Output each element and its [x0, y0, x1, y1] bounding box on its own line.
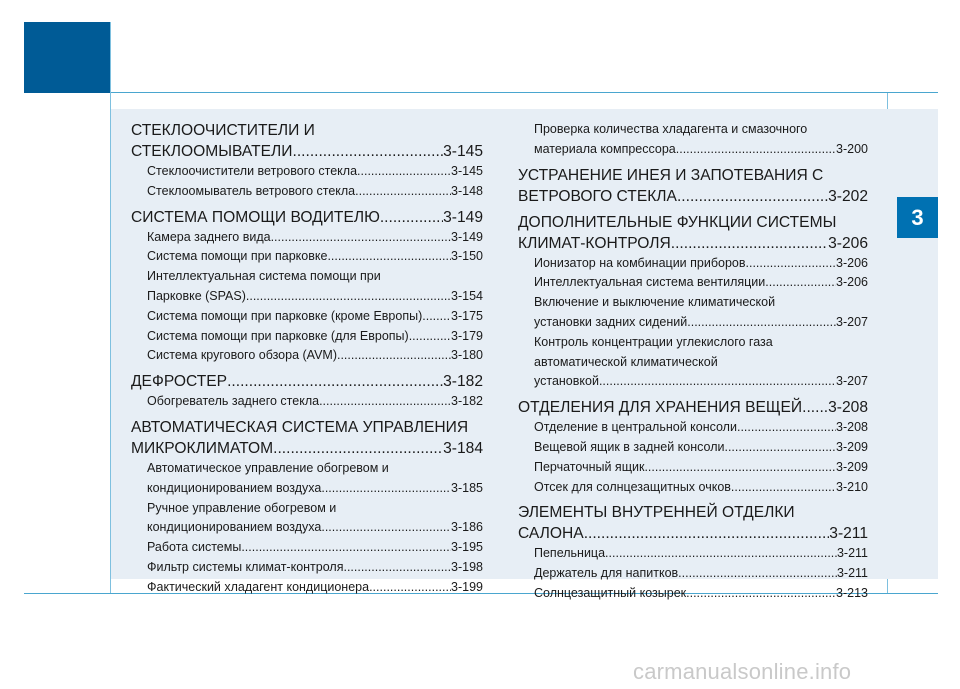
toc-entry-leader-line	[147, 182, 483, 202]
toc-page-number: 3-210	[836, 479, 868, 494]
toc-page-number: 3-202	[828, 187, 868, 205]
dot-leader	[292, 141, 443, 162]
dot-leader	[671, 233, 828, 254]
toc-entry-title: Отделение в центральной консоли	[534, 420, 737, 435]
toc-entry-leader-line	[534, 458, 868, 478]
toc-entry-title: Система помощи при парковке (кроме Европы)	[147, 308, 423, 323]
toc-entry-title: материала компрессора	[534, 141, 676, 156]
toc-subsection-entry[interactable]	[131, 267, 483, 307]
toc-entry-title: Камера заднего вида	[147, 229, 271, 244]
corner-color-block	[24, 22, 110, 93]
toc-subsection-entry[interactable]	[518, 273, 868, 293]
toc-entry-title-line: Интеллектуальная система помощи при	[147, 269, 381, 284]
toc-page-number: 3-206	[828, 234, 868, 252]
toc-entry-leader-line	[147, 392, 483, 412]
toc-entry-leader-line	[131, 207, 483, 228]
dot-leader	[724, 438, 836, 458]
dot-leader	[380, 207, 443, 228]
toc-page-number: 3-200	[836, 141, 868, 156]
toc-entry-title-line: Проверка количества хладагента и смазочного	[534, 122, 808, 136]
toc-entry-leader-line	[147, 287, 483, 307]
toc-page-number: 3-209	[836, 439, 868, 454]
dot-leader	[737, 418, 836, 438]
toc-page-number: 3-208	[828, 399, 868, 417]
toc-entry-title: СИСТЕМА ПОМОЩИ ВОДИТЕЛЮ	[131, 208, 380, 226]
dot-leader	[271, 228, 451, 248]
toc-section-entry[interactable]	[518, 397, 868, 418]
toc-entry-title-line: автоматической климатической	[534, 354, 718, 369]
toc-entry-title: Фактический хладагент кондиционера	[147, 579, 370, 594]
toc-page-number: 3-145	[451, 164, 483, 178]
toc-entry-leader-line	[147, 538, 483, 558]
toc-page-number: 3-186	[451, 520, 483, 535]
dot-leader	[676, 140, 836, 160]
toc-subsection-entry[interactable]	[131, 182, 483, 202]
toc-subsection-entry[interactable]	[131, 228, 483, 248]
toc-subsection-entry[interactable]	[518, 458, 868, 478]
toc-entry-leader-line	[147, 327, 483, 347]
dot-leader	[227, 371, 443, 392]
toc-page-number: 3-175	[451, 308, 483, 323]
toc-entry-leader-line	[534, 564, 868, 584]
toc-entry-leader-line	[534, 418, 868, 438]
toc-subsection-entry[interactable]	[131, 459, 483, 499]
toc-subsection-entry[interactable]	[131, 578, 483, 598]
toc-entry-title: Система помощи при парковке	[147, 249, 328, 264]
toc-entry-title-line: Автоматическое управление обогревом и	[147, 460, 389, 475]
toc-page-number: 3-185	[451, 480, 483, 495]
toc-entry-title: Пепельница	[534, 546, 606, 561]
toc-entry-leader-line	[534, 438, 868, 458]
toc-subsection-entry[interactable]	[518, 120, 868, 160]
toc-section-entry[interactable]	[131, 417, 483, 459]
toc-entry-leader-line	[147, 162, 483, 182]
toc-entry-leader-line	[534, 140, 868, 160]
dot-leader	[422, 307, 451, 327]
toc-entry-title: Обогреватель заднего стекла	[147, 394, 320, 409]
toc-section-entry[interactable]	[518, 212, 868, 254]
toc-entry-title-line: Контроль концентрации углекислого газа	[534, 334, 773, 349]
toc-page-number: 3-211	[836, 546, 868, 561]
dot-leader	[802, 397, 828, 418]
toc-subsection-entry[interactable]	[518, 544, 868, 564]
toc-entry-title: Ионизатор на комбинации приборов	[534, 255, 746, 270]
dot-leader	[321, 479, 451, 499]
toc-entry-leader-line	[534, 372, 868, 392]
toc-entry-title: МИКРОКЛИМАТОМ	[131, 439, 274, 457]
dot-leader	[644, 458, 836, 478]
dot-leader	[584, 523, 830, 544]
dot-leader	[599, 372, 836, 392]
watermark-text: carmanualsonline.info	[633, 659, 852, 684]
toc-entry-leader-line	[131, 141, 483, 162]
toc-page-number: 3-180	[451, 348, 483, 363]
toc-entry-title-line: ЭЛЕМЕНТЫ ВНУТРЕННЕЙ ОТДЕЛКИ	[518, 504, 795, 522]
toc-subsection-entry[interactable]	[518, 333, 868, 392]
toc-entry-title: Перчаточный ящик	[534, 459, 645, 474]
dot-leader	[687, 313, 836, 333]
dot-leader	[678, 564, 837, 584]
toc-page-number: 3-145	[443, 143, 483, 160]
toc-entry-leader-line	[534, 254, 868, 274]
toc-subsection-entry[interactable]	[131, 558, 483, 578]
toc-page-number: 3-149	[451, 229, 483, 244]
toc-entry-title-line: АВТОМАТИЧЕСКАЯ СИСТЕМА УПРАВЛЕНИЯ	[131, 418, 469, 436]
toc-subsection-entry[interactable]	[131, 392, 483, 412]
toc-page-number: 3-154	[451, 288, 483, 303]
toc-section-entry[interactable]	[131, 207, 483, 228]
toc-entry-title: кондиционированием воздуха	[147, 520, 322, 535]
toc-entry-leader-line	[518, 186, 868, 207]
toc-subsection-entry[interactable]	[518, 293, 868, 333]
toc-entry-title: ОТДЕЛЕНИЯ ДЛЯ ХРАНЕНИЯ ВЕЩЕЙ	[518, 399, 803, 417]
toc-entry-title: установкой	[534, 374, 599, 389]
toc-entry-leader-line	[147, 307, 483, 327]
toc-subsection-entry[interactable]	[518, 584, 868, 604]
toc-entry-leader-line	[518, 397, 868, 418]
top-rule	[110, 92, 938, 93]
toc-entry-leader-line	[518, 523, 868, 544]
dot-leader	[321, 518, 451, 538]
toc-entry-leader-line	[147, 228, 483, 248]
chapter-tab[interactable]: 3	[897, 197, 938, 238]
toc-page-number: 3-179	[451, 328, 483, 343]
toc-subsection-entry[interactable]	[131, 162, 483, 182]
toc-page-number: 3-149	[443, 208, 483, 226]
toc-subsection-entry[interactable]	[131, 247, 483, 267]
toc-entry-title: Парковке (SPAS)	[147, 288, 246, 303]
toc-section-entry[interactable]	[131, 371, 483, 392]
toc-entry-leader-line	[147, 578, 483, 598]
toc-entry-title-line: УСТРАНЕНИЕ ИНЕЯ И ЗАПОТЕВАНИЯ С	[518, 166, 824, 184]
toc-page-number: 3-207	[836, 374, 868, 389]
dot-leader	[273, 438, 443, 459]
toc-entry-leader-line	[534, 544, 868, 564]
toc-subsection-entry[interactable]	[518, 478, 868, 498]
toc-subsection-entry[interactable]	[131, 327, 483, 347]
toc-entry-leader-line	[131, 371, 483, 392]
toc-page-number: 3-182	[451, 394, 483, 409]
toc-entry-leader-line	[534, 584, 868, 604]
dot-leader	[369, 578, 451, 598]
toc-page-number: 3-208	[836, 420, 868, 435]
toc-page-number: 3-195	[451, 540, 483, 555]
toc-page-number: 3-211	[836, 566, 868, 581]
toc-entry-title: Работа системы	[147, 540, 242, 555]
toc-page-number: 3-209	[836, 459, 868, 474]
toc-entry-title: ВЕТРОВОГО СТЕКЛА	[518, 187, 677, 205]
toc-subsection-entry[interactable]	[518, 564, 868, 584]
toc-page-number: 3-182	[443, 373, 483, 391]
toc-page-number: 3-199	[451, 579, 483, 594]
toc-entry-title-line: ДОПОЛНИТЕЛЬНЫЕ ФУНКЦИИ СИСТЕМЫ	[518, 213, 837, 231]
toc-entry-title: Интеллектуальная система вентиляции	[534, 275, 766, 290]
toc-page-number: 3-206	[836, 255, 868, 270]
toc-subsection-entry[interactable]	[131, 499, 483, 539]
toc-subsection-entry[interactable]	[518, 254, 868, 274]
toc-entry-title: ДЕФРОСТЕР	[131, 373, 228, 391]
toc-entry-title: Солнцезащитный козырек	[534, 585, 687, 600]
toc-entry-leader-line	[534, 478, 868, 498]
toc-entry-title: Стеклоомыватель ветрового стекла	[147, 183, 356, 198]
dot-leader	[677, 186, 828, 207]
dot-leader	[343, 558, 451, 578]
toc-section-entry[interactable]	[518, 502, 868, 544]
toc-page-number: 3-184	[443, 439, 483, 457]
toc-entry-title-line: Ручное управление обогревом и	[147, 500, 337, 515]
toc-page-number: 3-211	[829, 525, 868, 543]
toc-entry-leader-line	[147, 479, 483, 499]
dot-leader	[355, 182, 451, 202]
toc-entry-leader-line	[147, 346, 483, 366]
dot-leader	[605, 544, 837, 564]
toc-entry-leader-line	[518, 233, 868, 254]
toc-entry-title-line: Включение и выключение климатической	[534, 295, 776, 310]
toc-subsection-entry[interactable]	[131, 346, 483, 366]
toc-entry-leader-line	[534, 273, 868, 293]
toc-entry-title: САЛОНА	[518, 525, 584, 543]
dot-leader	[409, 327, 451, 347]
toc-entry-leader-line	[534, 313, 868, 333]
toc-entry-title: Отсек для солнцезащитных очков	[534, 479, 731, 494]
toc-entry-leader-line	[131, 438, 483, 459]
dot-leader	[337, 346, 451, 366]
toc-entry-title: Система помощи при парковке (для Европы)	[147, 328, 409, 343]
toc-left-column	[131, 120, 483, 598]
toc-entry-title: Стеклоочистители ветрового стекла	[147, 164, 358, 178]
toc-entry-title-line: СТЕКЛООЧИСТИТЕЛИ И	[131, 122, 315, 139]
toc-subsection-entry[interactable]	[131, 538, 483, 558]
toc-entry-title: КЛИМАТ-КОНТРОЛЯ	[518, 234, 671, 252]
dot-leader	[746, 254, 837, 274]
toc-page-number: 3-213	[836, 585, 868, 600]
toc-page-number: 3-198	[451, 559, 483, 574]
dot-leader	[731, 478, 836, 498]
toc-entry-leader-line	[147, 247, 483, 267]
dot-leader	[241, 538, 451, 558]
toc-entry-leader-line	[147, 518, 483, 538]
dot-leader	[765, 273, 836, 293]
toc-subsection-entry[interactable]	[518, 418, 868, 438]
toc-page-number: 3-206	[836, 275, 868, 290]
toc-entry-title: установки задних сидений	[534, 314, 688, 329]
dot-leader	[319, 392, 451, 412]
toc-right-column	[518, 120, 868, 604]
toc-page-number: 3-150	[451, 249, 483, 264]
toc-entry-title: Фильтр системы климат-контроля	[147, 559, 344, 574]
dot-leader	[357, 162, 451, 182]
toc-entry-title: Система кругового обзора (AVM)	[147, 348, 337, 363]
toc-page-number: 3-148	[451, 183, 483, 198]
toc-section-entry[interactable]	[518, 165, 868, 207]
toc-entry-title: кондиционированием воздуха	[147, 480, 322, 495]
toc-entry-leader-line	[147, 558, 483, 578]
toc-page-number: 3-207	[836, 314, 868, 329]
toc-entry-title: СТЕКЛООМЫВАТЕЛИ	[131, 143, 293, 160]
dot-leader	[686, 584, 836, 604]
toc-section-entry[interactable]	[131, 120, 483, 162]
toc-entry-title: Вещевой ящик в задней консоли	[534, 439, 725, 454]
toc-entry-title: Держатель для напитков	[534, 566, 679, 581]
toc-subsection-entry[interactable]	[131, 307, 483, 327]
dot-leader	[327, 247, 451, 267]
toc-subsection-entry[interactable]	[518, 438, 868, 458]
dot-leader	[246, 287, 451, 307]
